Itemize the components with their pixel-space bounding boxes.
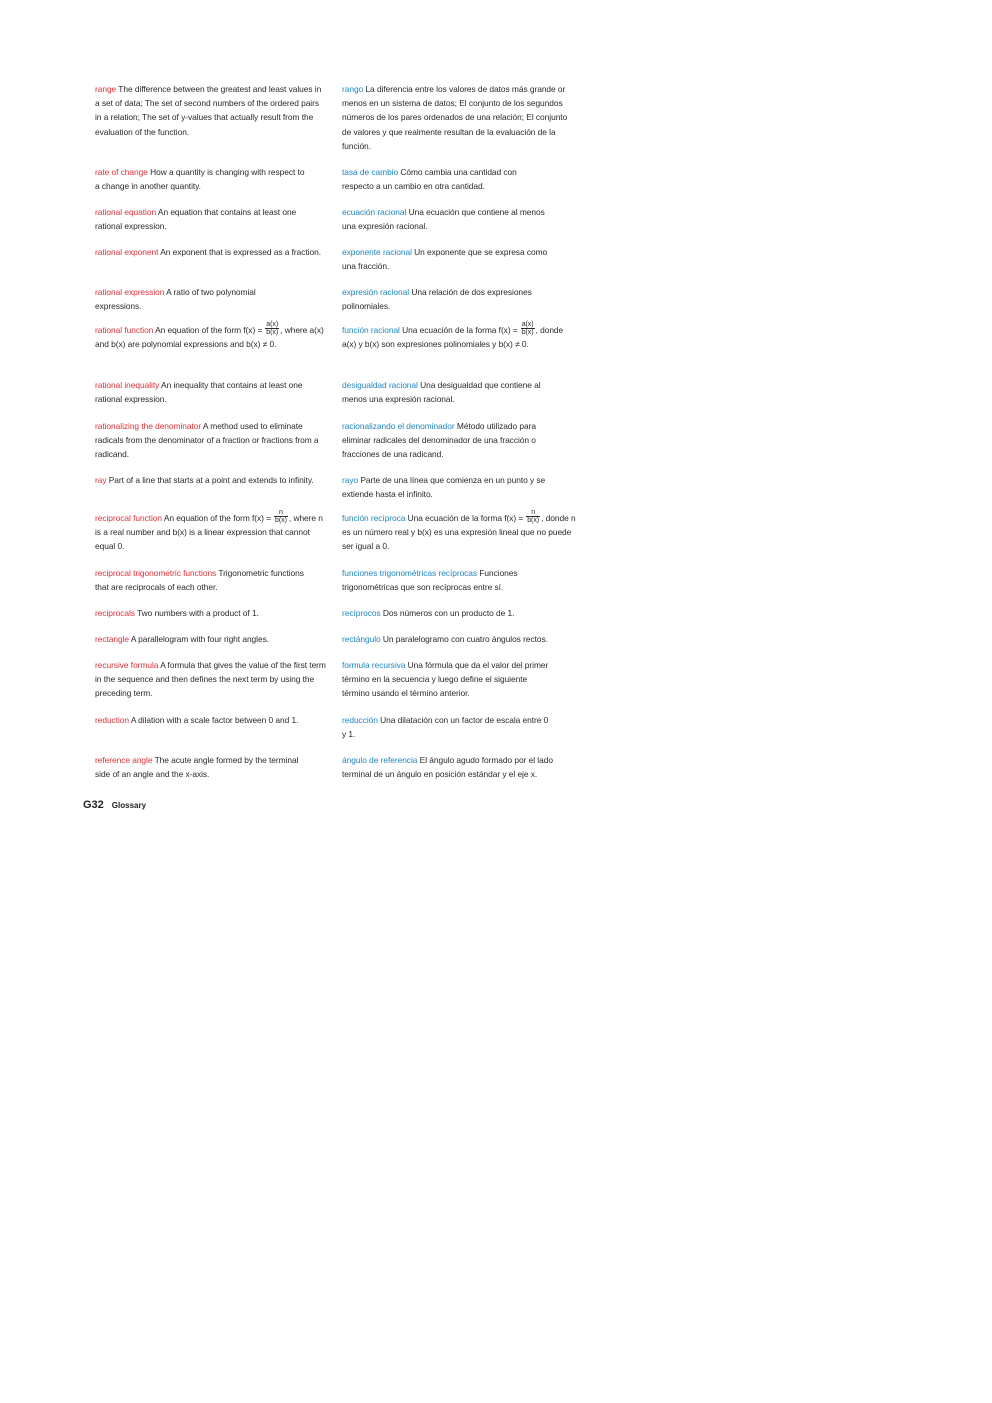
entry-definition: Part of a line that starts at a point and extends to infinity. [106, 475, 314, 485]
entry-definition: El ángulo agudo formado por el lado terminal de un ángulo en posición estándar y el eje x. [342, 755, 553, 780]
entry-term: tasa de cambio [342, 167, 399, 177]
glossary-entry-rate-of-change [95, 165, 307, 193]
entry-definition: An equation of the form f(x) = [153, 325, 263, 335]
glossary-entry-rectangulo [342, 632, 584, 646]
entry-term: ecuación racional [342, 207, 407, 217]
entry-definition-continued: , donde n es un número real y b(x) es una expresión lineal que no puede ser igual a 0. [342, 513, 576, 552]
glossary-entry-reduction [95, 713, 307, 727]
glossary-entry-range [95, 82, 327, 139]
glossary-entry-reciprocal-trigonometric-functions [95, 566, 307, 594]
entry-term: formula recursiva [342, 660, 406, 670]
entry-definition-continued: , where a(x) and b(x) are polynomial expressions and b(x) ≠ 0. [95, 325, 324, 350]
glossary-entry-rational-exponent [95, 245, 321, 259]
entry-term: racionalizando el denominador [342, 421, 455, 431]
fraction: $\frac{n}{b(x)}$ [527, 508, 540, 525]
glossary-entry-rational-function [95, 320, 327, 351]
glossary-entry-reciprocal-function [95, 508, 327, 554]
entry-definition: A dilation with a scale factor between 0 and 1. [129, 715, 299, 725]
entry-definition: Una relación de dos expresiones polinomiales. [342, 287, 532, 312]
entry-definition: A parallelogram with four right angles. [129, 634, 270, 644]
entry-definition: Una desigualdad que contiene al menos una expresión racional. [342, 380, 541, 405]
entry-term: rate of change [95, 167, 148, 177]
entry-definition: Método utilizado para eliminar radicales del denominador de una fracción o fracciones de una radicand. [342, 421, 536, 460]
entry-definition: Una ecuación de la forma f(x) = [399, 325, 518, 335]
entry-term: reduction [95, 715, 130, 725]
entry-term: función recíproca [342, 513, 406, 523]
entry-term: recursive formula [95, 660, 159, 670]
glossary-entry-rectangle [95, 632, 327, 646]
entry-term: rational exponent [95, 247, 159, 257]
entry-definition: Parte de una línea que comienza en un punto y se extiende hasta el infinito. [342, 475, 546, 500]
entry-definition: A method used to eliminate radicals from the denominator of a fraction or fractions from a radicand. [95, 421, 319, 460]
glossary-entry-rationalizing-the-denominator [95, 419, 327, 462]
glossary-entry-desigualdad-racional [342, 378, 560, 406]
glossary-entry-rational-expression [95, 285, 291, 313]
glossary-entry-tasa-de-cambio [342, 165, 548, 193]
entry-term: rectángulo [342, 634, 381, 644]
glossary-entry-rango [342, 82, 568, 153]
glossary-entry-formula-recursiva [342, 658, 552, 701]
entry-term: rayo [342, 475, 359, 485]
glossary-entry-reference-angle [95, 753, 305, 781]
glossary-entry-rayo [342, 473, 558, 501]
fraction: $\frac{a(x)}{b(x)}$ [521, 320, 534, 337]
entry-definition: An equation that contains at least one rational expression. [95, 207, 297, 232]
glossary-entry-recursive-formula [95, 658, 327, 701]
entry-definition: Funciones trigonométricas que son recíprocas entre sí. [342, 568, 518, 593]
entry-term: rationalizing the denominator [95, 421, 202, 431]
glossary-entry-reciprocos [342, 606, 584, 620]
entry-term: rational equation [95, 207, 157, 217]
entry-term: reciprocals [95, 608, 135, 618]
entry-definition: Una dilatación con un factor de escala entre 0 y 1. [342, 715, 549, 740]
entry-term: reference angle [95, 755, 153, 765]
page-footer [83, 795, 146, 813]
entry-term: función racional [342, 325, 400, 335]
entry-definition: Un exponente que se expresa como una fracción. [342, 247, 548, 272]
entry-term: reciprocal trigonometric functions [95, 568, 217, 578]
glossary-entry-funcion-racional [342, 320, 574, 351]
glossary-entry-reciprocals [95, 606, 327, 620]
glossary-entry-exponente-racional [342, 245, 556, 273]
glossary-entry-funcion-reciproca [342, 508, 578, 554]
entry-definition: La diferencia entre los valores de datos más grande or menos en un sistema de datos; El conjunto de los segundos números de los pares ordenados de una relación; El conjunto de valores y que realmente resultan de la evaluación de la función. [342, 84, 568, 151]
glossary-entry-funciones-trigonometricas-reciprocas [342, 566, 548, 594]
glossary-entry-racionalizando-el-denominador [342, 419, 566, 462]
entry-term: exponente racional [342, 247, 412, 257]
entry-term: recíprocos [342, 608, 381, 618]
entry-term: ángulo de referencia [342, 755, 418, 765]
glossary-entry-reduccion [342, 713, 552, 741]
entry-definition: A formula that gives the value of the first term in the sequence and then defines the next term by using the preceding term. [95, 660, 326, 699]
entry-definition: Cómo cambia una cantidad con respecto a un cambio en otra cantidad. [342, 167, 517, 192]
entry-term: rational expression [95, 287, 165, 297]
glossary-entry-angulo-de-referencia [342, 753, 584, 781]
page-number: G32 [83, 799, 104, 811]
entry-term: reciprocal function [95, 513, 163, 523]
entry-definition: The difference between the greatest and least values in a set of data; The set of second numbers of the ordered pairs in a relation; The set of y-values that actually result from the evaluation of the function. [95, 84, 322, 137]
entry-term: rectangle [95, 634, 130, 644]
entry-definition: Un paralelogramo con cuatro ángulos rectos. [380, 634, 548, 644]
glossary-entry-rational-inequality [95, 378, 321, 406]
fraction: $\frac{n}{b(x)}$ [275, 508, 287, 525]
entry-definition: Una fórmula que da el valor del primer término en la secuencia y luego define el siguiente término usando el término anterior. [342, 660, 549, 699]
glossary-entry-rational-equation [95, 205, 315, 233]
entry-definition: How a quantity is changing with respect to a change in another quantity. [95, 167, 305, 192]
entry-definition-continued: , donde a(x) y b(x) son expresiones polinomiales y b(x) ≠ 0. [342, 325, 564, 350]
entry-definition: The acute angle formed by the terminal side of an angle and the x-axis. [95, 755, 299, 780]
entry-definition: Una ecuación que contiene al menos una expresión racional. [342, 207, 545, 232]
entry-definition: Trigonometric functions that are reciprocals of each other. [95, 568, 304, 593]
glossary-entry-expresion-racional [342, 285, 568, 313]
footer-section-label: Glossary [111, 801, 147, 810]
entry-term: expresión racional [342, 287, 410, 297]
entry-definition: A ratio of two polynomial expressions. [95, 287, 256, 312]
entry-definition: An equation of the form f(x) = [162, 513, 272, 523]
entry-definition: An exponent that is expressed as a fraction. [158, 247, 321, 257]
glossary-entry-ecuacion-racional [342, 205, 548, 233]
entry-term: desigualdad racional [342, 380, 418, 390]
entry-term: reducción [342, 715, 378, 725]
entry-definition: An inequality that contains at least one rational expression. [95, 380, 303, 405]
entry-definition-continued: , where n is a real number and b(x) is a linear expression that cannot equal 0. [95, 513, 323, 552]
entry-definition: Two numbers with a product of 1. [134, 608, 259, 618]
entry-term: funciones trigonométricas recíprocas [342, 568, 478, 578]
entry-term: range [95, 84, 117, 94]
fraction: $\frac{a(x)}{b(x)}$ [266, 320, 279, 337]
glossary-entry-ray [95, 473, 321, 487]
entry-definition: Una ecuación de la forma f(x) = [405, 513, 524, 523]
entry-term: ray [95, 475, 107, 485]
entry-definition: Dos números con un producto de 1. [380, 608, 515, 618]
entry-term: rational inequality [95, 380, 160, 390]
entry-term: rango [342, 84, 364, 94]
entry-term: rational function [95, 325, 154, 335]
